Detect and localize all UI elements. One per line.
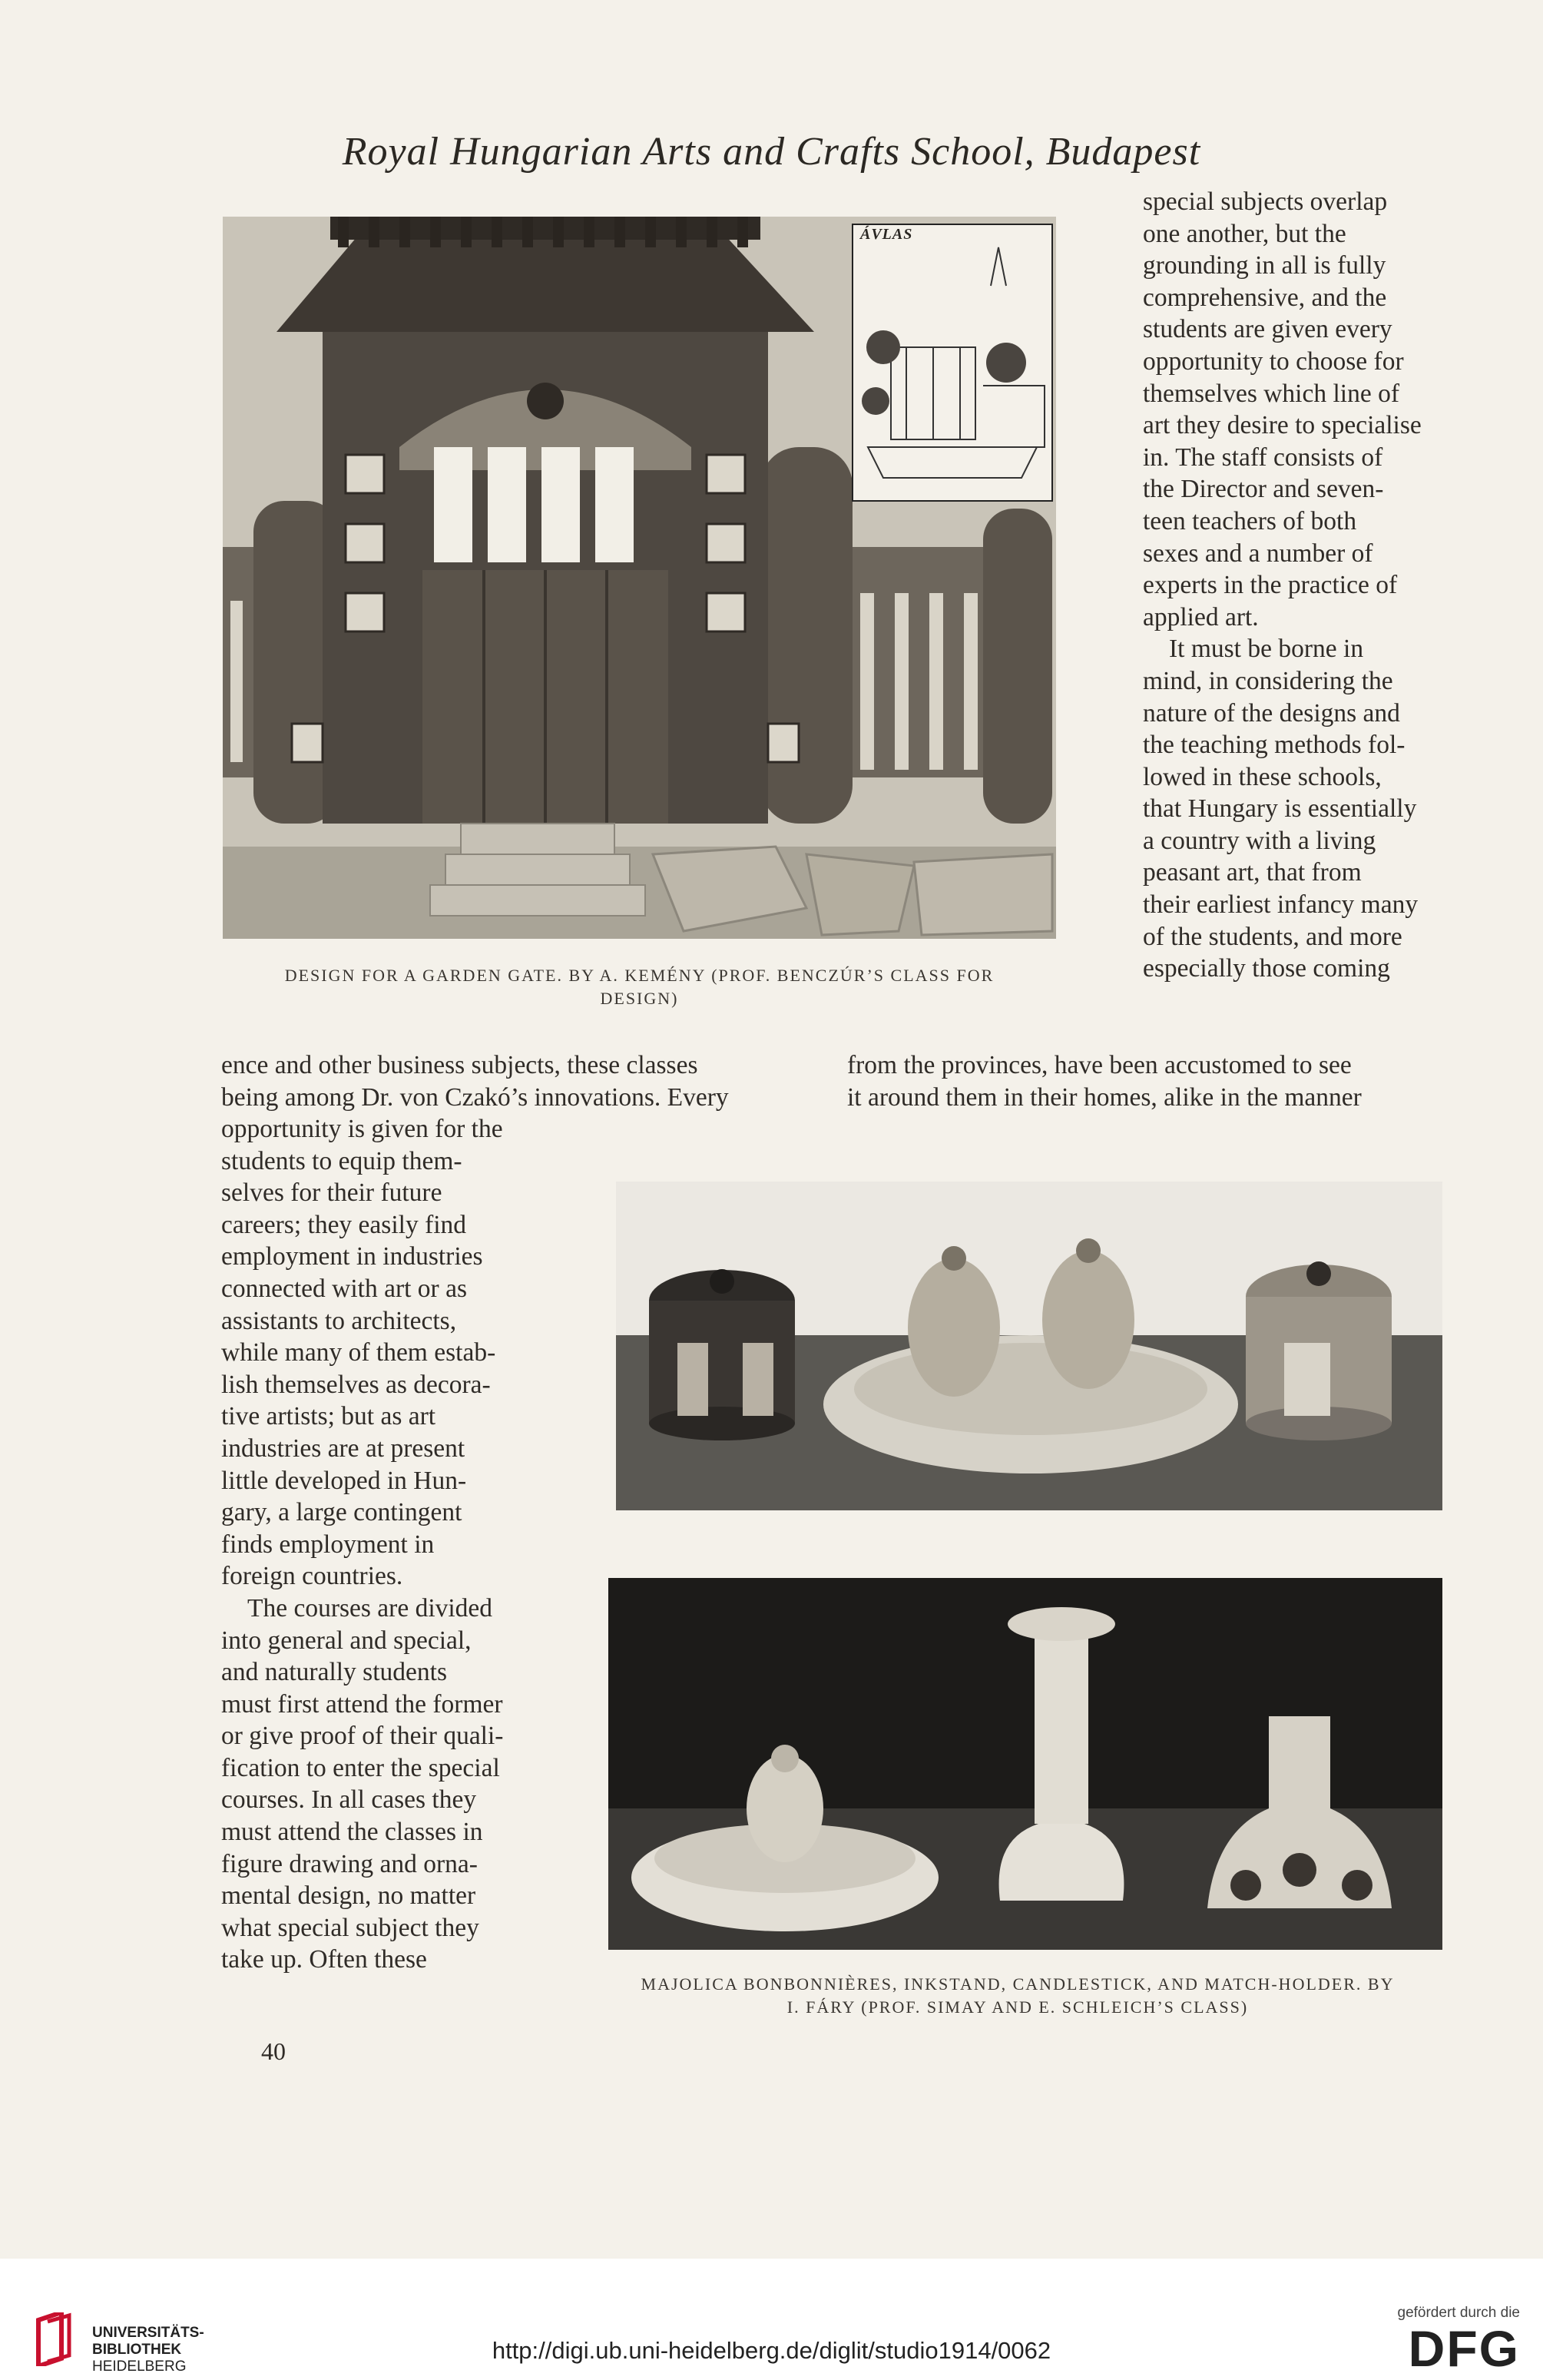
text-line: from the provinces, have been accustomed to see bbox=[847, 1051, 1352, 1079]
gate-caption-line-2: DESIGN) bbox=[600, 989, 679, 1008]
text-line: figure drawing and orna- bbox=[221, 1849, 478, 1878]
dfg-funding bbox=[1398, 2305, 1521, 2375]
text-line: mental design, no matter bbox=[221, 1881, 476, 1911]
text-line: and naturally students bbox=[221, 1658, 447, 1687]
text-line: gary, a large contingent bbox=[221, 1498, 462, 1527]
left-column-text bbox=[221, 1113, 530, 1976]
text-line: while many of them estab- bbox=[221, 1338, 496, 1367]
text-line: connected with art or as bbox=[221, 1274, 467, 1303]
text-line: It must be borne in bbox=[1169, 635, 1364, 664]
gate-caption bbox=[215, 964, 1064, 1010]
text-line: into general and special, bbox=[221, 1626, 472, 1655]
text-line: opportunity to choose for bbox=[1143, 346, 1404, 376]
text-line: must attend the classes in bbox=[221, 1818, 483, 1847]
text-line: themselves which line of bbox=[1143, 379, 1399, 408]
dfg-logo: DFG bbox=[1408, 2320, 1520, 2377]
text-line: experts in the practice of bbox=[1143, 571, 1398, 600]
text-line: must first attend the former bbox=[221, 1689, 503, 1719]
text-line: The courses are divided bbox=[247, 1593, 493, 1623]
text-line: that Hungary is essentially bbox=[1143, 794, 1417, 824]
text-line: finds employment in bbox=[221, 1530, 435, 1559]
text-line: selves for their future bbox=[221, 1178, 442, 1208]
text-line: being among Dr. von Czakó’s innovations. Every bbox=[221, 1082, 729, 1112]
text-line: applied art. bbox=[1143, 602, 1259, 631]
text-line: fication to enter the special bbox=[221, 1753, 500, 1782]
garden-gate-illustration bbox=[223, 217, 1056, 939]
text-line: of the students, and more bbox=[1143, 922, 1402, 951]
running-title: Royal Hungarian Arts and Crafts School, Budapest bbox=[342, 130, 1201, 174]
text-line: industries are at present bbox=[221, 1434, 465, 1463]
text-line: it around them in their homes, alike in the manner bbox=[847, 1082, 1362, 1112]
text-line: opportunity is given for the bbox=[221, 1115, 503, 1143]
majolica-photo-bottom bbox=[608, 1578, 1442, 1950]
source-url-link[interactable]: http://digi.ub.uni-heidelberg.de/diglit/studio1914/0062 bbox=[492, 2337, 1051, 2364]
majolica-caption bbox=[593, 1973, 1442, 2019]
text-line: peasant art, that from bbox=[1143, 858, 1362, 887]
text-line: comprehensive, and the bbox=[1143, 283, 1387, 312]
text-line: mind, in considering the bbox=[1143, 666, 1393, 695]
text-line: in. The staff consists of bbox=[1143, 443, 1383, 472]
text-line: students are given every bbox=[1143, 315, 1392, 344]
text-line: their earliest infancy many bbox=[1143, 890, 1419, 920]
text-line: what special subject they bbox=[221, 1913, 479, 1942]
text-line: tive artists; but as art bbox=[221, 1402, 436, 1431]
page-number: 40 bbox=[261, 2037, 286, 2065]
text-line: art they desire to specialise bbox=[1143, 411, 1422, 440]
text-line: the teaching methods fol- bbox=[1143, 731, 1406, 760]
text-line: a country with a living bbox=[1143, 826, 1376, 855]
text-line: sexes and a number of bbox=[1143, 539, 1373, 568]
text-line: lowed in these schools, bbox=[1143, 762, 1382, 791]
majolica-photo-top bbox=[616, 1182, 1442, 1510]
majolica-caption-line-1: MAJOLICA BONBONNIÈRES, INKSTAND, CANDLESTICK, AND MATCH-HOLDER. BY bbox=[641, 1974, 1395, 1994]
text-line: foreign countries. bbox=[221, 1562, 403, 1591]
text-line: lish themselves as decora- bbox=[221, 1370, 491, 1399]
text-line: one another, but the bbox=[1143, 219, 1346, 248]
text-line: assistants to architects, bbox=[221, 1306, 457, 1335]
text-line: grounding in all is fully bbox=[1143, 251, 1386, 280]
full-width-right bbox=[847, 1049, 1442, 1113]
text-line: nature of the designs and bbox=[1143, 698, 1400, 728]
funding-note: gefördert durch die bbox=[1397, 2305, 1520, 2321]
text-line: or give proof of their quali- bbox=[221, 1722, 504, 1751]
text-line: careers; they easily find bbox=[221, 1210, 467, 1239]
text-line: students to equip them- bbox=[221, 1146, 462, 1175]
text-line: courses. In all cases they bbox=[221, 1785, 477, 1815]
text-line: special subjects overlap bbox=[1143, 187, 1388, 216]
text-line: especially those coming bbox=[1143, 954, 1390, 983]
text-line: employment in industries bbox=[221, 1242, 483, 1271]
text-line: ence and other business subjects, these classes bbox=[221, 1051, 698, 1079]
inset-label: ÁVLAS bbox=[860, 226, 913, 243]
majolica-caption-line-2: I. FÁRY (PROF. SIMAY AND E. SCHLEICH’S CLASS) bbox=[786, 1997, 1249, 2017]
full-width-left bbox=[221, 1049, 816, 1113]
text-line: the Director and seven- bbox=[1143, 475, 1384, 504]
library-line-1: UNIVERSITÄTS- bbox=[92, 2325, 204, 2341]
library-line-2: BIBLIOTHEK bbox=[92, 2342, 182, 2358]
text-line: take up. Often these bbox=[221, 1945, 427, 1974]
text-line: little developed in Hun- bbox=[221, 1466, 467, 1495]
gate-caption-line-1: DESIGN FOR A GARDEN GATE. BY A. KEMÉNY (PROF. BENCZÚR’S CLASS FOR bbox=[284, 966, 995, 985]
right-column-text bbox=[1143, 186, 1442, 985]
text-line: teen teachers of both bbox=[1143, 506, 1357, 535]
library-line-3: HEIDELBERG bbox=[92, 2358, 187, 2375]
